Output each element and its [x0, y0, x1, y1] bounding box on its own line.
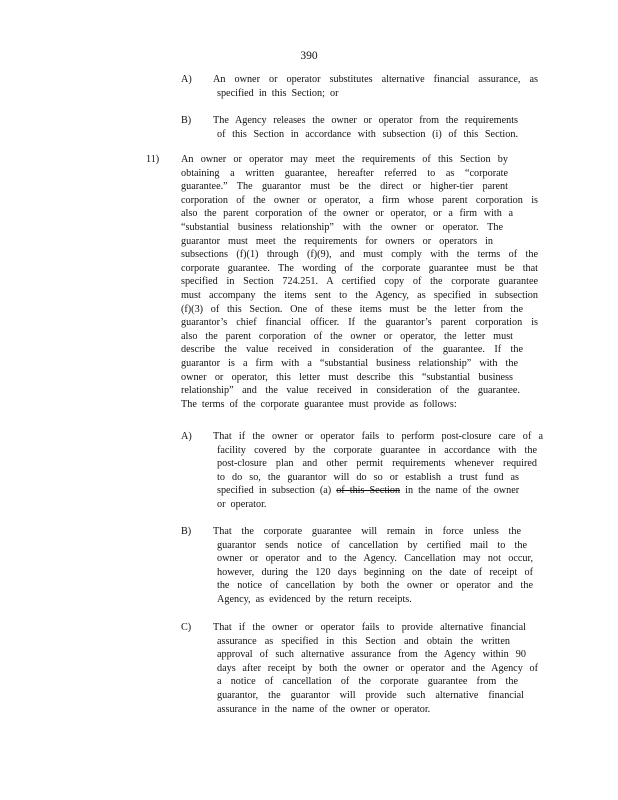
text-line: specified in this Section; or: [217, 87, 339, 99]
text-line: also the parent corporation of the owner or operator, or a firm with a: [181, 208, 513, 220]
text-line: owner or operator and to the Agency. Cancellation may not occur,: [217, 553, 533, 565]
text-line: to do so, the guarantor will do so or establish a trust fund as: [217, 471, 519, 483]
text-line: guarantor, the guarantor will provide such alternative financial: [217, 689, 524, 701]
struck-text: of this Section: [336, 485, 401, 497]
text-line: approval of such alternative assurance from the Agency within 90: [217, 649, 526, 661]
text-line: describe the value received in consideration of the guarantee. If the: [181, 344, 523, 356]
text-line: however, during the 120 days beginning on the date of receipt of: [217, 566, 533, 578]
text-line: the notice of cancellation by both the owner or operator and the: [217, 580, 533, 592]
item-b-label: B): [181, 115, 192, 126]
text-fragment: in the name of the owner: [405, 485, 520, 497]
text-line: guarantee.” The guarantor must be the direct or higher-tier parent: [181, 181, 508, 193]
item-b-text: [213, 114, 518, 141]
text-line: The Agency releases the owner or operator from the requirements: [213, 115, 518, 126]
section-label: 11): [146, 154, 160, 165]
sub-item-c-text: [213, 621, 538, 716]
text-fragment: specified in subsection (a): [217, 485, 332, 497]
text-line: guarantor’s chief financial officer. If the guarantor’s parent corporation is: [181, 317, 538, 329]
text-line: owner or operator, this letter must describe this “substantial business: [181, 371, 513, 383]
text-line: That if the owner or operator fails to perform post-closure care of a: [213, 431, 543, 442]
text-line: The terms of the corporate guarantee must provide as follows:: [181, 398, 457, 410]
text-line: That the corporate guarantee will remain in force unless the: [213, 526, 521, 537]
sub-item-c-label: C): [181, 622, 192, 633]
text-line: days after receipt by both the owner or operator and the Agency of: [217, 662, 538, 674]
text-line: obtaining a written guarantee, hereafter referred to as “corporate: [181, 167, 508, 179]
text-line: That if the owner or operator fails to provide alternative financial: [213, 622, 526, 633]
sub-item-a-label: A): [181, 431, 192, 442]
text-line: corporate guarantee. The wording of the corporate guarantee must be that: [181, 262, 538, 274]
text-line: a notice of cancellation of the corporate guarantee from the: [217, 676, 518, 688]
text-line: guarantor sends notice of cancellation by certified mail to the: [217, 539, 527, 551]
item-a-text: [213, 73, 538, 100]
text-line: (f)(3) of this Section. One of these items must be the letter from the: [181, 303, 523, 315]
text-line: An owner or operator substitutes alternative financial assurance, as: [213, 74, 538, 85]
text-line: “substantial business relationship” with the owner or operator. The: [181, 221, 503, 233]
text-line: Agency, as evidenced by the return receipts.: [217, 593, 412, 605]
text-line: corporation of the owner or operator, a firm whose parent corporation is: [181, 194, 538, 206]
sub-item-b-text: [213, 525, 533, 607]
text-line: or operator.: [217, 498, 267, 510]
text-line: assurance as specified in this Section and obtain the written: [217, 635, 510, 647]
text-line: subsections (f)(1) through (f)(9), and must comply with the terms of the: [181, 249, 538, 261]
section-paragraph: [181, 153, 538, 411]
sub-item-a-text: [213, 430, 543, 512]
text-line: facility covered by the corporate guarantee in accordance with the: [217, 444, 537, 456]
page-number: 390: [300, 50, 318, 62]
text-line: relationship” and the value received in consideration of the guarantee.: [181, 385, 520, 397]
text-line: post-closure plan and other permit requirements whenever required: [217, 458, 537, 470]
text-line: also the parent corporation of the owner or operator, the letter must: [181, 330, 513, 342]
text-line: [213, 484, 543, 498]
text-line: of this Section in accordance with subsection (i) of this Section.: [217, 128, 518, 140]
text-line: must accompany the items sent to the Agency, as specified in subsection: [181, 289, 538, 301]
text-line: guarantor is a firm with a “substantial business relationship” with the: [181, 357, 518, 369]
text-line: specified in Section 724.251. A certified copy of the corporate guarantee: [181, 276, 538, 288]
text-line: guarantor must meet the requirements for owners or operators in: [181, 235, 493, 247]
text-line: assurance in the name of the owner or operator.: [217, 703, 431, 715]
sub-item-b-label: B): [181, 526, 192, 537]
item-a-label: A): [181, 74, 192, 85]
text-line: An owner or operator may meet the requirements of this Section by: [181, 154, 508, 165]
